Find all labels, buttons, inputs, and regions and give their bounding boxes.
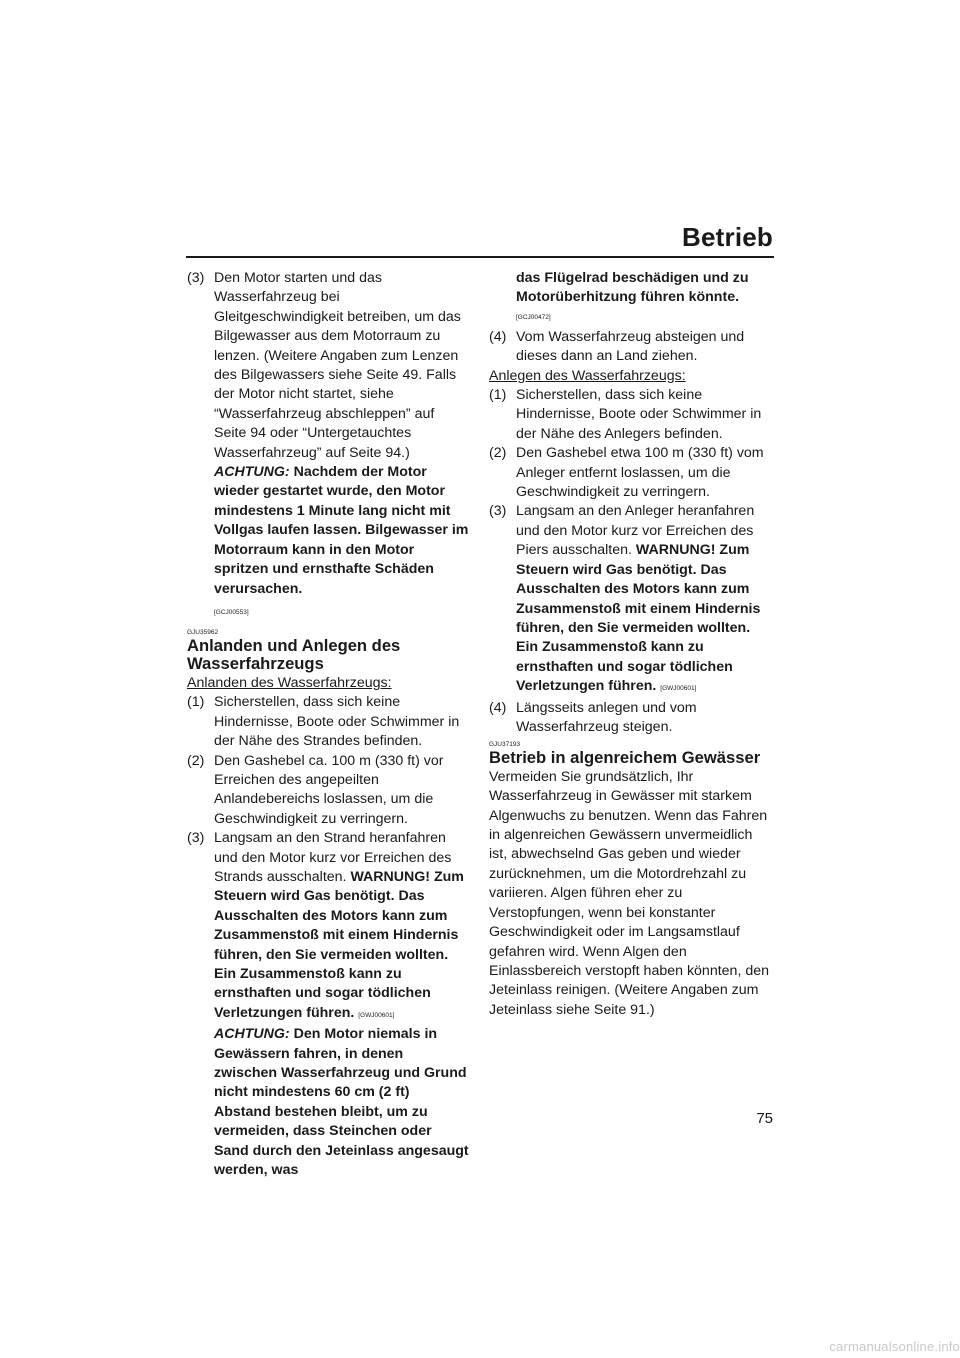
reference-code: [GCJ00553] xyxy=(214,608,249,616)
caution-label: ACHTUNG: xyxy=(214,464,290,481)
watermark: carmanualsonline.info xyxy=(829,1339,960,1354)
item-text: Den Gashebel etwa 100 m (330 ft) vom Anleger entfernt loslassen, um die Geschwindigkeit zu verringern. xyxy=(516,445,764,501)
item-text: Längsseits anlegen und vom Wasserfahrzeug steigen. xyxy=(516,699,697,735)
reference-code: [GWJ00601] xyxy=(358,1011,395,1019)
caution-label: ACHTUNG: xyxy=(214,1026,290,1043)
caution-text: Den Motor niemals in Gewässern fahren, in denen zwischen Wasserfahrzeug und Grund nicht mindestens 60 cm (2 ft) Abstand bestehen bleibt, um zu vermeiden, dass Steinchen oder Sand durch den Jeteinlass angesaugt werden, was xyxy=(214,1026,469,1179)
item-text: Langsam an den Anleger heranfahren und den Motor kurz vor Erreichen des Piers ausschalten. xyxy=(516,503,755,559)
list-item xyxy=(489,386,774,444)
item-number: (3) xyxy=(489,503,507,520)
item-number: (3) xyxy=(187,270,205,286)
item-text: Den Motor starten und das Wasserfahrzeug bei Gleitgeschwindigkeit betreiben, um das Bilgewasser aus dem Motorraum zu lenzen. (Weitere Angaben zum Lenzen des Bilgewassers siehe Seite 49. Falls der Motor nicht startet, siehe “Wasserfahrzeug abschleppen” auf Seite 94 oder “Untergetauchtes Wasserfahrzeug” auf Seite 94.) xyxy=(214,270,461,461)
caution-text: Nachdem der Motor wieder gestartet wurde, den Motor mindestens 1 Minute lang nicht mit Vollgas laufen lassen. Bilgewasser im Motorraum kann in den Motor spritzen und ernsthafte Schäden verursachen. xyxy=(214,464,469,597)
section-code: GJU37193 xyxy=(489,741,521,749)
section-body: Vermeiden Sie grundsätzlich, Ihr Wasserfahrzeug in Gewässer mit starkem Algenwuchs zu benutzen. Wenn das Fahren in algenreichen Gewässern unvermeidlich ist, abwechselnd Gas geben und wieder zurücknehmen, um die Motordrehzahl zu variieren. Algen führen eher zu Verstopfungen, wenn bei konstanter Geschwindigkeit oder im Langsamstlauf gefahren wird. Wenn Algen den Einlassbereich verstopft haben könnten, den Jeteinlass reinigen. (Weitere Angaben zum Jeteinlass siehe Seite 91.) xyxy=(489,768,769,1018)
subheading: Anlegen des Wasserfahrzeugs: xyxy=(489,367,686,384)
item-text: Langsam an den Strand heranfahren und den Motor kurz vor Erreichen des Strands ausschalten. xyxy=(214,830,452,885)
item-text: Den Gashebel ca. 100 m (330 ft) vor Erreichen des angepeilten Anlandebereichs loslassen, um die Geschwindigkeit zu verringern. xyxy=(214,752,444,827)
section-code: GJU35962 xyxy=(187,628,219,636)
item-number: (4) xyxy=(489,699,507,716)
list-item xyxy=(187,269,469,599)
caution-continuation: das Flügelrad beschädigen und zu Motorüberhitzung führen könnte. xyxy=(516,270,749,306)
item-text: Vom Wasserfahrzeug absteigen und dieses dann an Land ziehen. xyxy=(516,328,745,365)
list-item xyxy=(489,699,774,738)
page-title: Betrieb xyxy=(682,222,773,252)
warning-text: WARNUNG! Zum Steuern wird Gas benötigt. Das Ausschalten des Motors kann zum Zusammenstoß mit einem Hindernis führen, den Sie vermeiden wollten. Ein Zusammenstoß kann zu ernsthaften und sogar tödlichen Verletzungen führen. xyxy=(516,542,761,695)
title-rule xyxy=(186,256,774,258)
list-item xyxy=(489,502,774,698)
item-text: Sicherstellen, dass sich keine Hindernisse, Boote oder Schwimmer in der Nähe des Strandes befinden. xyxy=(214,694,460,750)
item-text: Sicherstellen, dass sich keine Hindernisse, Boote oder Schwimmer in der Nähe des Anlegers befinden. xyxy=(516,387,762,442)
item-number: (2) xyxy=(187,752,205,769)
right-column xyxy=(489,269,774,1020)
item-number: (4) xyxy=(489,328,507,345)
reference-code: [GWJ00601] xyxy=(660,685,697,693)
continuation-text xyxy=(489,269,774,308)
item-number: (2) xyxy=(489,445,507,462)
list-item xyxy=(187,752,469,830)
page-number: 75 xyxy=(756,1110,773,1127)
list-item xyxy=(489,328,774,367)
list-item xyxy=(187,693,469,751)
list-item xyxy=(187,829,469,1180)
item-number: (1) xyxy=(489,387,507,404)
list-item xyxy=(489,444,774,502)
item-number: (1) xyxy=(187,694,205,711)
section-heading: Anlanden und Anlegen des Wasserfahrzeugs xyxy=(187,635,401,674)
item-number: (3) xyxy=(187,830,205,847)
left-column xyxy=(187,269,469,1180)
warning-text: WARNUNG! Zum Steuern wird Gas benötigt. Das Ausschalten des Motors kann zum Zusammenstoß mit einem Hindernis führen, den Sie vermeiden wollten. Ein Zusammenstoß kann zu ernsthaften und sogar tödlichen Verletzungen führen. xyxy=(214,868,464,1021)
reference-code: [GCJ00472] xyxy=(516,313,551,321)
section-heading: Betrieb in algenreichem Gewässer xyxy=(489,748,761,768)
subheading: Anlanden des Wasserfahrzeugs: xyxy=(187,674,392,691)
